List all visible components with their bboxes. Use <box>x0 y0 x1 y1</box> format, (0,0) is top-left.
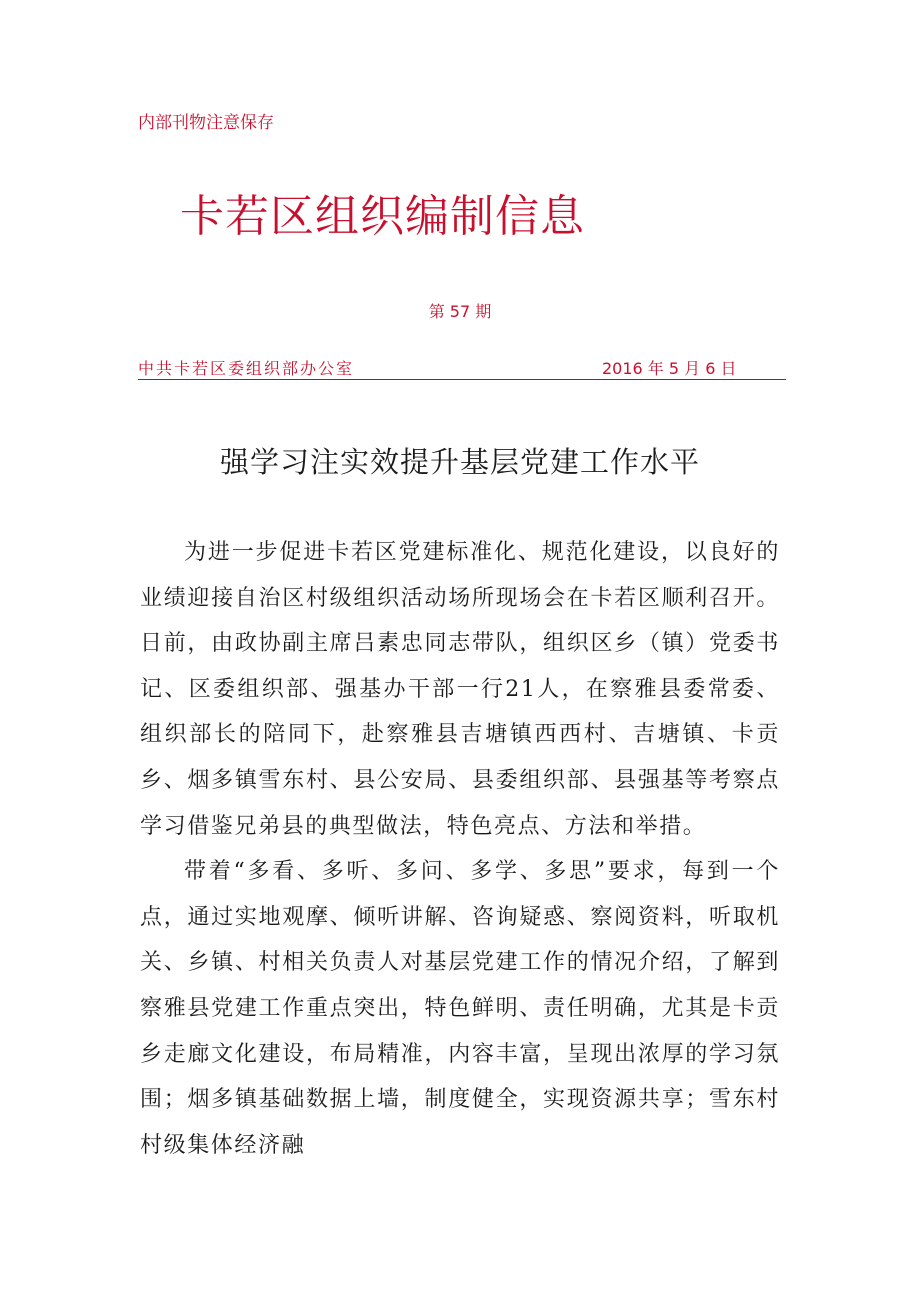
paragraph: 带着“多看、多听、多问、多学、多思”要求，每到一个点，通过实地观摩、倾听讲解、咨询疑惑、察阅资料，听取机关、乡镇、村相关负责人对基层党建工作的情况介绍，了解到察雅县党建工作重点突出，特色鲜明、责任明确，尤其是卡贡乡走廊文化建设，布局精准，内容丰富，呈现出浓厚的学习氛围；烟多镇基础数据上墙，制度健全，实现资源共享；雪东村村级集体经济融 <box>140 859 780 1158</box>
issue-number: 第 57 期 <box>428 302 492 321</box>
internal-publication-note: 内部刊物注意保存 <box>138 113 274 133</box>
paragraph: 为进一步促进卡若区党建标准化、规范化建设，以良好的业绩迎接自治区村级组织活动场所现场会在卡若区顺利召开。日前，由政协副主席吕素忠同志带队，组织区乡（镇）党委书记、区委组织部、强基办干部一行21人，在察雅县委常委、组织部长的陪同下，赴察雅县吉塘镇西西村、吉塘镇、卡贡乡、烟多镇雪东村、县公安局、县委组织部、县强基等考察点学习借鉴兄弟县的典型做法，特色亮点、方法和举措。 <box>140 540 780 839</box>
masthead-title: 卡若区组织编制信息 <box>180 191 585 242</box>
article-title: 强学习注实效提升基层党建工作水平 <box>219 445 700 479</box>
issuer-office: 中共卡若区委组织部办公室 <box>138 359 355 378</box>
article-body <box>140 530 780 1168</box>
issuer-date-row <box>138 356 786 378</box>
publication-date: 2016 年 5 月 6 日 <box>602 359 737 378</box>
header-divider <box>138 379 786 380</box>
